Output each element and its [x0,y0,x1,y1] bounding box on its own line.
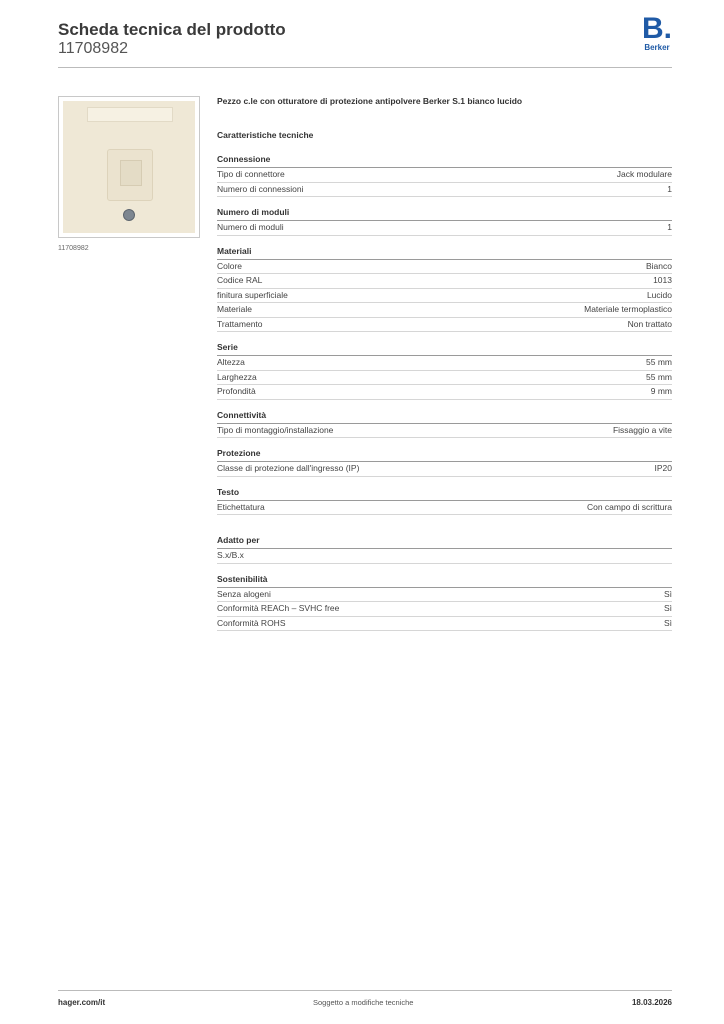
spec-value: Con campo di scrittura [586,501,672,512]
spec-value: Sì [663,617,672,628]
label-window [87,107,173,122]
product-name: Pezzo c.le con otturatore di protezione antipolvere Berker S.1 bianco lucido [217,96,523,106]
spec-label: Materiale [217,304,252,314]
spec-value: 1 [667,183,672,194]
spec-value: Non trattato [627,318,672,329]
spec-section [217,574,672,632]
spec-value: IP20 [654,463,672,473]
spec-row [217,385,672,400]
spec-value: Fissaggio a vite [612,424,672,435]
spec-value: Lucido [646,289,672,300]
spec-label: Profondità [217,386,256,396]
footer-date: 18.03.2026 [631,998,672,1007]
spec-label: finitura superficiale [217,289,288,300]
spec-row [217,221,672,236]
spec-row [217,549,672,564]
spec-section [217,246,672,333]
spec-content [217,96,672,631]
spec-section [217,410,672,439]
spec-section [217,154,672,197]
spec-sections [217,154,672,631]
section-title: Numero di moduli [217,207,672,221]
spec-row [217,371,672,386]
spec-label: Codice RAL [217,275,263,285]
logo-text: Berker [644,43,670,52]
spec-label: Tipo di montaggio/installazione [217,424,334,435]
spec-value: Sì [663,588,672,599]
spec-value: 55 mm [646,371,672,382]
spec-value: 1 [667,222,672,232]
image-caption: 11708982 [58,245,89,252]
product-code: 11708982 [58,40,128,57]
spec-label: Classe di protezione dall'ingresso (IP) [217,463,360,473]
spec-section [217,487,672,516]
section-title: Protezione [217,448,672,462]
spec-row [217,462,672,477]
berker-logo [640,12,674,52]
section-title: Adatto per [217,535,672,549]
cover-plate [63,101,195,233]
footer-divider [58,990,672,991]
spec-label: Numero di moduli [217,222,284,232]
spec-section [217,342,672,400]
spec-label: Colore [217,260,243,271]
spec-label: Conformità ROHS [217,617,286,628]
spec-row [217,303,672,318]
spec-row [217,501,672,516]
header-divider [58,67,672,68]
spec-value: Sì [663,603,672,613]
spec-label: Larghezza [217,371,257,382]
footer-website: hager.com/it [58,998,106,1007]
spec-label: Numero di connessioni [217,183,304,194]
product-image [58,96,200,238]
spec-row [217,588,672,603]
spec-section [217,535,672,564]
jack-opening [120,160,142,186]
spec-label: Conformità REACh – SVHC free [217,603,340,613]
spec-label: Altezza [217,357,245,367]
spec-label: Senza alogeni [217,588,271,599]
jack-shutter [107,149,153,201]
footer-note: Soggetto a modifiche tecniche [313,998,414,1007]
spec-row [217,168,672,183]
spec-value: Jack modulare [616,169,672,179]
spec-value: 55 mm [646,357,672,367]
spec-section [217,448,672,477]
spec-row [217,617,672,632]
logo-mark: B. [642,12,672,45]
screw-icon [123,209,135,221]
spec-row [217,318,672,333]
spec-row [217,183,672,198]
spec-row [217,356,672,371]
spec-value: 1013 [653,275,672,285]
spec-row [217,602,672,617]
spec-row [217,260,672,275]
spec-label: Tipo di connettore [217,169,285,179]
section-title: Connettività [217,410,672,424]
section-title: Sostenibilità [217,574,672,588]
spec-value: Bianco [646,260,672,271]
spec-section [217,207,672,236]
spec-title: Caratteristiche tecniche [217,130,314,140]
spec-value: 9 mm [650,386,672,396]
spec-label: S.x/B.x [217,550,244,560]
section-title: Materiali [217,246,672,260]
spec-label: Trattamento [217,318,263,329]
section-title: Connessione [217,154,672,168]
page-title: Scheda tecnica del prodotto [58,20,286,39]
spec-label: Etichettatura [217,501,265,512]
section-title: Testo [217,487,672,501]
spec-row [217,424,672,439]
spec-row [217,274,672,289]
spec-row [217,289,672,304]
spec-value: Materiale termoplastico [584,304,672,314]
section-title: Serie [217,342,672,356]
